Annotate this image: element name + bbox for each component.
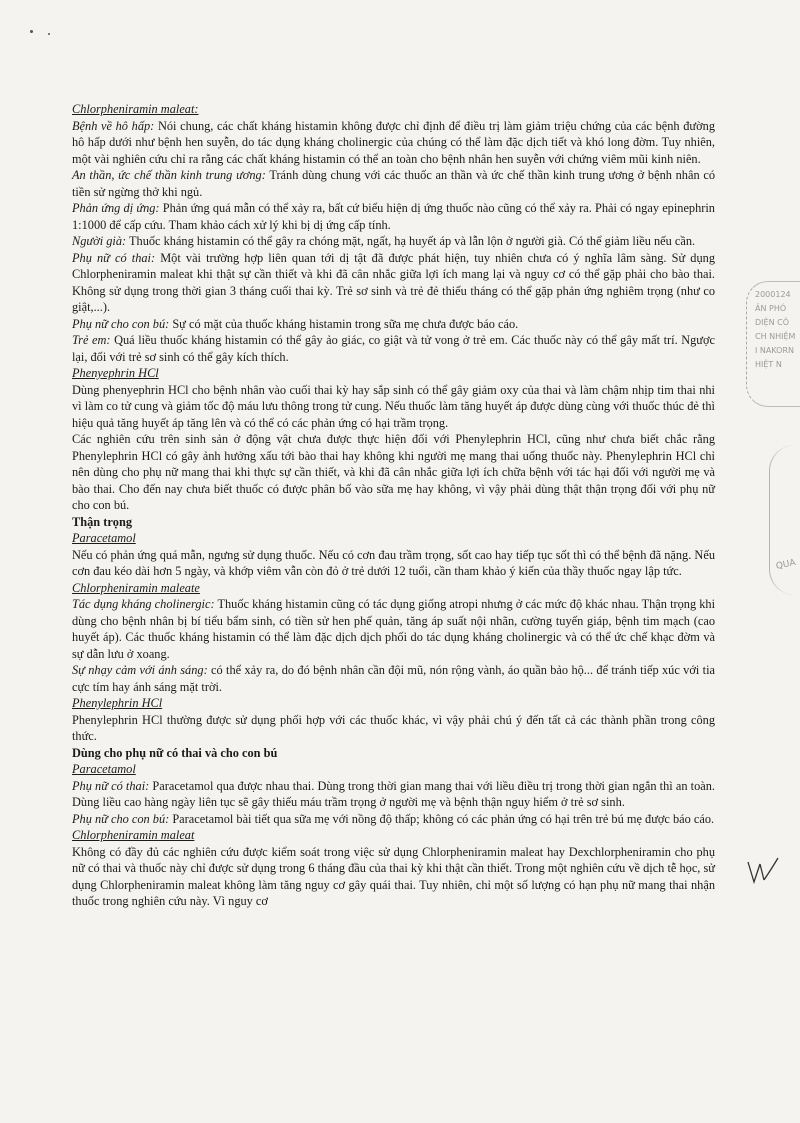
side-stamp [746,281,800,407]
document-body [72,101,715,910]
paragraph [72,662,715,695]
stamp-line: DIỆN CÔ [755,318,789,327]
paragraph-text: Dùng phenyephrin HCl cho bệnh nhân vào cuối thai kỳ hay sắp sinh có thể gây giảm oxy của thai và làm chậm nhịp tim thai nhi vì làm co tử cung và giảm tốc độ máu lưu thông trong tử cung. Nếu thuốc làm tăng huyết áp được dùng cùng với thuốc thúc đẻ thì hiệu quả tăng huyết áp tăng lên và có thể có các phản ứng có hại trầm trọng. [72,382,715,430]
paragraph-text: Nếu có phản ứng quá mẫn, ngưng sử dụng thuốc. Nếu có cơn đau trầm trọng, sốt cao hay tiếp tục sốt thì có thể bệnh đã nặng. Nếu cơn đau kéo dài hơn 5 ngày, và khớp viêm vẫn còn đỏ ở trẻ dưới 12 tuổi, cần tham khảo ý kiến của thầy thuốc ngay lập tức. [72,547,715,578]
paragraph-text: Thuốc kháng histamin có thể gây ra chóng mặt, ngất, hạ huyết áp và lẫn lộn ở người già. Có thể giảm liều nếu cần. [126,234,696,248]
paragraph-label: Phụ nữ có thai: [72,250,156,265]
section-heading: Chlorpheniramin maleat: [72,102,199,116]
bold-heading: Thận trọng [72,514,133,529]
paragraph-text: Các nghiên cứu trên sinh sản ở động vật chưa được thực hiện đối với Phenylephrin HCl, cũng như chưa biết chắc rằng Phenylephrin HCl có gây ảnh hưởng xấu tới bào thai hay không khi người mẹ mang thai uống thuốc này. Phenylephrin HCl chỉ nên dùng cho phụ nữ mang thai khi thực sự cần thiết, và khi đã cân nhắc giữa lợi ích chữa bệnh với tác hại đối với người mẹ và bào thai. Cho đến nay chưa biết thuốc có được phân bố vào sữa mẹ hay không, vì vậy phải dùng thật thận trọng đối với phụ nữ cho con bú. [72,432,715,512]
section-heading: Chlorpheniramin maleate [72,580,200,595]
paragraph-label: Trẻ em: [72,333,111,347]
paragraph-label: Phản ứng dị ứng: [72,201,160,215]
paragraph-label: Bệnh về hô hấp: [72,118,155,133]
scan-dot [30,30,33,33]
side-stamp-arc [769,445,800,595]
initials-signature [746,856,780,886]
paragraph-text: có thể xảy ra, do đó bệnh nhân cần đội mũ, nón rộng vành, áo quần bảo hộ... để tránh tiếp xúc với tia cực tím hay ánh sáng mặt trời. [72,663,715,694]
paragraph [72,712,715,745]
paragraph-text: Không có đầy đủ các nghiên cứu được kiểm soát trong việc sử dụng Chlorpheniramin maleat hay Dexchlorpheniramin cho phụ nữ có thai và thuốc này chỉ được sử dụng trong 6 tháng đầu của thai kỳ khi thật cần thiết. Trong một nghiên cứu về dịch tễ học, sử dụng Chlorpheniramin maleat không làm tăng nguy cơ gây quái thai. Tuy nhiên, chỉ một số lượng có hạn phụ nữ mang thai nhận thuốc trong nghiên cứu này. Vì nguy cơ [72,844,715,908]
paragraph [72,233,715,250]
paragraph [72,250,715,316]
paragraph [72,547,715,580]
stamp-line: HIỆT N [755,360,782,369]
paragraph [72,118,715,168]
section-heading: Phenyephrin HCl [72,366,159,380]
paragraph-text: Paracetamol bài tiết qua sữa mẹ với nồng độ thấp; không có các phản ứng có hại trên trẻ bú mẹ được báo cáo. [169,811,715,826]
stamp-line: 2000124 [755,290,791,299]
section-heading: Paracetamol [72,531,136,545]
section-heading: Phenylephrin HCl [72,696,163,710]
paragraph-text: Phenylephrin HCl thường được sử dụng phối hợp với các thuốc khác, vì vậy phải chú ý đến tất cả các thành phần trong công thức. [72,712,715,743]
paragraph-text: Quá liều thuốc kháng histamin có thể gây ảo giác, co giật và tử vong ở trẻ em. Các thuốc này có thể gây mất trí. Ngược lại, đối với trẻ sơ sinh có thể gây kích thích. [72,333,715,364]
paragraph [72,431,715,514]
stamp-line: CH NHIỆM [755,332,796,341]
paragraph [72,778,715,811]
paragraph [72,596,715,662]
paragraph-text: Phản ứng quá mẫn có thể xảy ra, bất cứ biểu hiện dị ứng thuốc nào cũng có thể xảy ra. Phải có ngay epinephrin 1:1000 để cấp cứu. Tham khảo cách xử lý khi bị dị ứng cấp tính. [72,201,715,232]
paragraph-label: An thần, ức chế thần kinh trung ương: [72,168,266,182]
section-heading: Paracetamol [72,762,136,776]
paragraph-text: Thuốc kháng histamin cũng có tác dụng giống atropi nhưng ở các mức độ khác nhau. Thận trọng khi dùng cho bệnh nhân bị bí tiểu bẩm sinh, có tiền sử hen phế quản, tăng áp suất nội nhãn, cường tuyến giáp, bệnh tim mạch (cao huyết áp). Các thuốc kháng histamin có thể làm đặc dịch dịch phối do tác dụng kháng cholinergic và có thể ức chế khạc đờm và sự dẫn lưu ở xoang. [72,597,716,661]
paragraph-label: Người già: [72,234,127,248]
stamp-line: ẢN PHÓ [755,304,787,313]
paragraph-text: Tránh dùng chung với các thuốc an thần và ức chế thần kinh trung ương ở bệnh nhân có tiền sử ngừng thở khi ngủ. [72,168,716,199]
paragraph-label: Phụ nữ cho con bú: [72,811,170,826]
paragraph [72,811,715,828]
stamp-line: I NAKORN [755,346,795,355]
section-heading: Chlorpheniramin maleat [72,828,195,842]
bold-heading: Dùng cho phụ nữ có thai và cho con bú [72,745,278,760]
paragraph-label: Phụ nữ có thai: [72,778,150,793]
paragraph [72,844,715,910]
paragraph-text: Nói chung, các chất kháng histamin không được chỉ định để điều trị làm giảm triệu chứng của các bệnh đường hô hấp dưới như bệnh hen suyễn, do tác dụng kháng cholinergic của chúng có thể làm đặc dịch tiết và khó long đờm. Tuy nhiên, một vài nghiên cứu chỉ ra rằng các chất kháng histamin có thể an toàn cho bệnh nhân hen suyễn với chứng viêm mũi kinh niên. [72,118,715,166]
paragraph-label: Phụ nữ cho con bú: [72,316,170,331]
paragraph-text: Paracetamol qua được nhau thai. Dùng trong thời gian mang thai với liều điều trị trong thời gian ngắn thì an toàn. Dùng liều cao hàng ngày liên tục sẽ gây thiếu máu trầm trọng ở người mẹ và bệnh thận nguy hiểm ở trẻ sơ sinh. [72,778,715,809]
paragraph [72,200,715,233]
paragraph-label: Sự nhạy cảm với ánh sáng: [72,663,208,677]
scan-dot [48,33,50,35]
paragraph [72,382,715,432]
paragraph-text: Sự có mặt của thuốc kháng histamin trong sữa mẹ chưa được báo cáo. [169,316,519,331]
paragraph-text: Một vài trường hợp liên quan tới dị tật đã được phát hiện, tuy nhiên chưa có ý nghĩa lâm sàng. Sử dụng Chlorpheniramin maleat khi thật sự cần thiết và khi đã cân nhắc giữa lợi ích mang lại và nguy cơ có thể gặp phải cho bào thai. Không sử dụng trong thời gian 3 tháng cuối thai kỳ. Trẻ sơ sinh và trẻ đẻ thiếu tháng có thể gặp phản ứng nghiêm trọng (như co giật,...). [72,250,715,314]
side-stamp-text: QUA [775,558,797,572]
paragraph [72,167,715,200]
paragraph-label: Tác dụng kháng cholinergic: [72,597,215,611]
paragraph [72,316,715,333]
paragraph [72,332,715,365]
